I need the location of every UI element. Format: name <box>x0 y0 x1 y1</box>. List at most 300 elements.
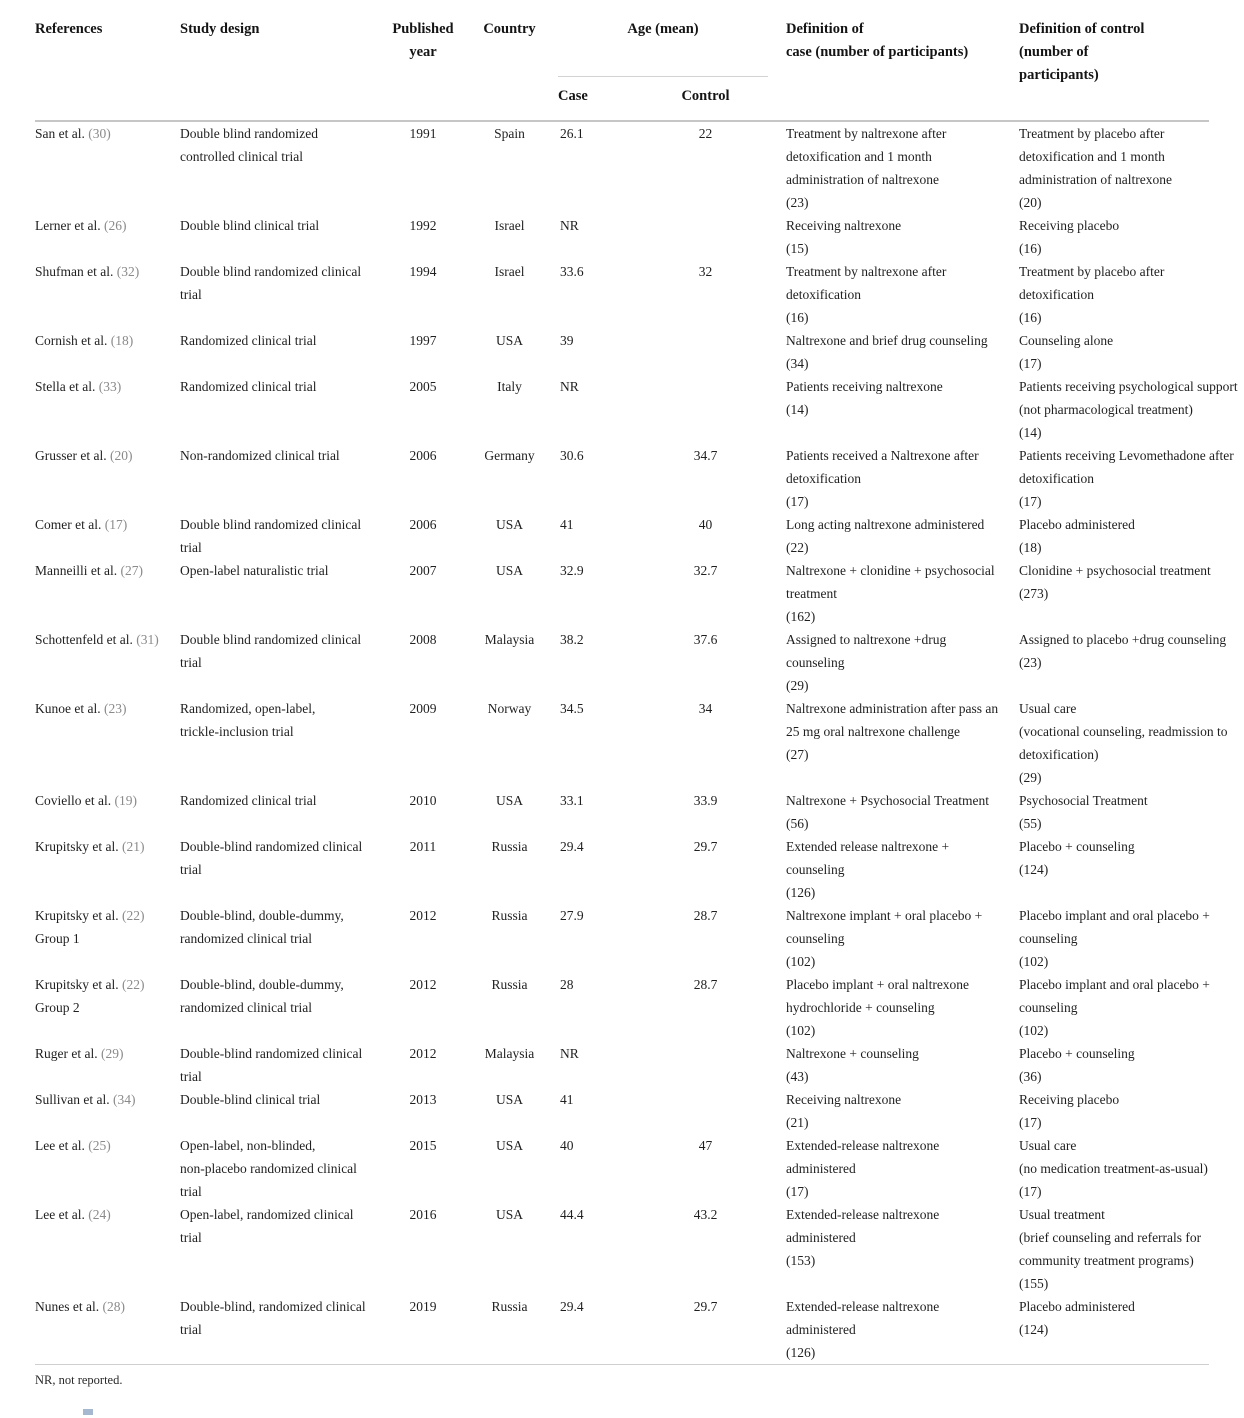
table-row <box>35 444 1209 513</box>
study-design-cell <box>180 444 385 513</box>
definition-of-control-cell <box>1001 214 1209 260</box>
reference-name: Stella et al. <box>35 379 99 394</box>
reference-cell <box>35 329 180 375</box>
age-case-cell: 30.6 <box>560 448 584 463</box>
text-line: (162) <box>786 609 816 624</box>
text-line: (43) <box>786 1069 809 1084</box>
country-cell: Spain <box>494 126 525 141</box>
age-control-cell: 28.7 <box>693 977 718 992</box>
text-line: Double-blind randomized clinical <box>180 839 363 854</box>
country-cell: Italy <box>497 379 522 394</box>
table-row <box>35 1042 1209 1088</box>
definition-of-control-cell <box>1001 835 1209 904</box>
reference-name: Shufman et al. <box>35 264 117 279</box>
column-header-age-case: Case <box>558 83 643 121</box>
definition-of-case-cell <box>768 559 1001 628</box>
text-line: (36) <box>1019 1069 1042 1084</box>
text-line: Receiving placebo <box>1019 218 1120 233</box>
study-design-cell <box>180 697 385 789</box>
text-line: controlled clinical trial <box>180 149 303 164</box>
study-design-cell <box>180 628 385 697</box>
reference-number: (31) <box>136 632 159 647</box>
age-control-cell: 34.7 <box>693 448 718 463</box>
definition-of-control-cell <box>1001 375 1238 444</box>
text-line: randomized clinical trial <box>180 931 312 946</box>
text-line: (brief counseling and referrals for <box>1019 1230 1202 1245</box>
definition-of-case-cell <box>768 444 1001 513</box>
column-header-published-year <box>385 10 461 121</box>
table-row <box>35 1088 1209 1134</box>
definition-of-control-cell <box>1001 1088 1209 1134</box>
reference-number: (27) <box>120 563 143 578</box>
country-cell: Israel <box>494 264 525 279</box>
age-case-cell: NR <box>560 379 579 394</box>
reference-name: Comer et al. <box>35 517 105 532</box>
text-line: (102) <box>1019 1023 1049 1038</box>
study-design-cell <box>180 1295 385 1365</box>
text-line: Randomized, open-label, <box>180 701 316 716</box>
text-line: (102) <box>1019 954 1049 969</box>
text-line: Treatment by naltrexone after <box>786 264 947 279</box>
definition-of-case-cell <box>768 214 1001 260</box>
definition-of-case-cell <box>768 835 1001 904</box>
reference-cell <box>35 1203 180 1295</box>
published-year-cell: 2012 <box>409 908 437 923</box>
text-line: (102) <box>786 954 816 969</box>
paper-table-page <box>0 10 1244 1418</box>
table-row <box>35 1203 1209 1295</box>
reference-cell <box>35 1134 180 1203</box>
country-cell: USA <box>495 517 523 532</box>
age-control-cell: 43.2 <box>693 1207 718 1222</box>
study-design-cell <box>180 121 385 214</box>
age-case-cell: 29.4 <box>560 1299 584 1314</box>
column-header-definition-of-control <box>1001 10 1209 121</box>
text-line: treatment <box>786 586 837 601</box>
text-line: trial <box>180 862 202 877</box>
text-line: (vocational counseling, readmission to <box>1019 724 1228 739</box>
text-line: trial <box>180 1230 202 1245</box>
text-line: (23) <box>786 195 809 210</box>
reference-name: Lee et al. <box>35 1138 89 1153</box>
age-case-cell: 29.4 <box>560 839 584 854</box>
reference-cell <box>35 1295 180 1365</box>
text-line: administered <box>786 1230 856 1245</box>
age-case-cell: 32.9 <box>560 563 584 578</box>
reference-number: (18) <box>110 333 134 348</box>
text-line: trial <box>180 540 202 555</box>
text-line: counseling <box>786 655 845 670</box>
text-line: Naltrexone + counseling <box>786 1046 919 1061</box>
reference-name: Krupitsky et al. <box>35 977 122 992</box>
text-line: Assigned to placebo +drug counseling <box>1019 632 1227 647</box>
study-design-cell <box>180 513 385 559</box>
reference-cell <box>35 628 180 697</box>
text-line: 25 mg oral naltrexone challenge <box>786 724 960 739</box>
text-line: Naltrexone and brief drug counseling <box>786 333 988 348</box>
published-year-cell: 2011 <box>409 839 437 854</box>
reference-number: (33) <box>98 379 122 394</box>
definition-of-case-cell <box>768 1088 1001 1134</box>
reference-number: (22) <box>122 977 145 992</box>
definition-of-case-cell <box>768 513 1001 559</box>
study-design-cell <box>180 1203 385 1295</box>
column-header-study-design: Study design <box>180 10 385 121</box>
reference-number: (25) <box>88 1138 111 1153</box>
definition-of-case-cell <box>768 1203 1001 1295</box>
reference-group-label: Group 1 <box>35 931 80 946</box>
definition-of-case-cell <box>768 628 1001 697</box>
text-line: (17) <box>786 494 809 509</box>
cropped-element-fragment <box>83 1409 93 1415</box>
country-cell: USA <box>495 793 523 808</box>
reference-name: Ruger et al. <box>35 1046 101 1061</box>
table-row <box>35 789 1209 835</box>
text-line: Double-blind, double-dummy, <box>180 908 344 923</box>
country-cell: Norway <box>487 701 532 716</box>
reference-cell <box>35 973 180 1042</box>
age-control-cell: 28.7 <box>693 908 718 923</box>
age-case-cell: 39 <box>560 333 574 348</box>
text-line: detoxification) <box>1019 747 1099 762</box>
text-line: administration of naltrexone <box>1019 172 1172 187</box>
text-line: (17) <box>1019 1184 1042 1199</box>
text-line: counseling <box>786 931 845 946</box>
reference-cell <box>35 697 180 789</box>
text-line: counseling <box>1019 931 1078 946</box>
definition-of-control-cell <box>1001 1295 1209 1365</box>
text-line: Double-blind clinical trial <box>180 1092 321 1107</box>
published-year-cell: 2016 <box>409 1207 437 1222</box>
reference-cell <box>35 444 180 513</box>
text-line: (27) <box>786 747 809 762</box>
study-design-cell <box>180 375 385 444</box>
reference-name: Cornish et al. <box>35 333 111 348</box>
reference-name: Schottenfeld et al. <box>35 632 137 647</box>
published-year-cell: 1994 <box>409 264 437 279</box>
reference-name: Sullivan et al. <box>35 1092 113 1107</box>
text-line: administered <box>786 1322 856 1337</box>
table-row <box>35 260 1209 329</box>
text-line: Randomized clinical trial <box>180 793 317 808</box>
reference-cell <box>35 904 180 973</box>
reference-name: Lerner et al. <box>35 218 104 233</box>
header-line: participants) <box>1019 67 1099 83</box>
country-cell: Russia <box>491 908 528 923</box>
reference-name: Krupitsky et al. <box>35 908 122 923</box>
age-case-cell: 27.9 <box>560 908 584 923</box>
text-line: Placebo implant and oral placebo + <box>1019 977 1210 992</box>
published-year-cell: 2019 <box>409 1299 437 1314</box>
definition-of-control-cell <box>1001 260 1209 329</box>
definition-of-control-cell <box>1001 329 1209 375</box>
text-line: (17) <box>786 1184 809 1199</box>
text-line: Patients receiving naltrexone <box>786 379 943 394</box>
reference-cell <box>35 121 180 214</box>
definition-of-case-cell <box>768 121 1001 214</box>
text-line: Double blind randomized clinical <box>180 632 362 647</box>
table-row <box>35 559 1209 628</box>
text-line: Placebo + counseling <box>1019 1046 1135 1061</box>
age-case-cell: 26.1 <box>560 126 584 141</box>
text-line: Placebo implant and oral placebo + <box>1019 908 1210 923</box>
definition-of-control-cell <box>1001 1042 1209 1088</box>
text-line: detoxification <box>1019 287 1094 302</box>
published-year-cell: 2012 <box>409 977 437 992</box>
age-case-cell: 41 <box>560 517 574 532</box>
text-line: counseling <box>786 862 845 877</box>
table-row <box>35 697 1209 789</box>
definition-of-control-cell <box>1001 1134 1209 1203</box>
reference-cell <box>35 835 180 904</box>
text-line: Randomized clinical trial <box>180 379 317 394</box>
text-line: Counseling alone <box>1019 333 1114 348</box>
text-line: counseling <box>1019 1000 1078 1015</box>
age-control-cell: 40 <box>698 517 713 532</box>
age-control-cell: 29.7 <box>693 839 718 854</box>
text-line: (no medication treatment-as-usual) <box>1019 1161 1208 1176</box>
published-year-cell: 1992 <box>409 218 437 233</box>
definition-of-control-cell <box>1001 559 1209 628</box>
text-line: (17) <box>1019 494 1042 509</box>
published-year-cell: 2013 <box>409 1092 437 1107</box>
column-header-age-control: Control <box>643 83 768 121</box>
text-line: trial <box>180 1069 202 1084</box>
age-case-cell: 33.6 <box>560 264 584 279</box>
text-line: (273) <box>1019 586 1049 601</box>
text-line: Placebo administered <box>1019 517 1135 532</box>
text-line: administered <box>786 1161 856 1176</box>
text-line: (55) <box>1019 816 1042 831</box>
age-control-cell: 29.7 <box>693 1299 718 1314</box>
header-line: Definition of <box>786 21 864 37</box>
reference-number: (21) <box>122 839 145 854</box>
table-footnote: NR, not reported. <box>35 1373 123 1387</box>
text-line: Double blind randomized clinical <box>180 517 362 532</box>
text-line: Naltrexone + Psychosocial Treatment <box>786 793 989 808</box>
text-line: (14) <box>1019 425 1042 440</box>
age-control-cell <box>643 1042 768 1088</box>
country-cell: Russia <box>491 977 528 992</box>
table-row <box>35 973 1209 1042</box>
text-line: Psychosocial Treatment <box>1019 793 1148 808</box>
text-line: Double-blind randomized clinical <box>180 1046 363 1061</box>
column-header-country: Country <box>461 10 558 121</box>
text-line: (not pharmacological treatment) <box>1019 402 1193 417</box>
text-line: Open-label, non-blinded, <box>180 1138 316 1153</box>
text-line: Extended release naltrexone + <box>786 839 950 854</box>
definition-of-control-cell <box>1001 121 1209 214</box>
table-header <box>35 10 1209 121</box>
text-line: Treatment by naltrexone after <box>786 126 947 141</box>
text-line: Double blind randomized <box>180 126 318 141</box>
age-control-cell: 47 <box>698 1138 713 1153</box>
reference-name: Nunes et al. <box>35 1299 103 1314</box>
reference-name: Krupitsky et al. <box>35 839 122 854</box>
text-line: Extended-release naltrexone <box>786 1138 940 1153</box>
text-line: Treatment by placebo after <box>1019 264 1165 279</box>
definition-of-control-cell <box>1001 1203 1209 1295</box>
text-line: detoxification and 1 month <box>786 149 932 164</box>
definition-of-case-cell <box>768 1134 1001 1203</box>
text-line: community treatment programs) <box>1019 1253 1194 1268</box>
column-header-age-mean: Age (mean) <box>558 10 768 77</box>
study-design-cell <box>180 214 385 260</box>
study-design-cell <box>180 1134 385 1203</box>
age-control-cell: 37.6 <box>693 632 718 647</box>
definition-of-case-cell <box>768 375 1001 444</box>
text-line: Double-blind, randomized clinical <box>180 1299 366 1314</box>
published-year-cell: 2006 <box>409 517 437 532</box>
reference-name: Coviello et al. <box>35 793 115 808</box>
age-case-cell: NR <box>560 1046 579 1061</box>
study-design-cell <box>180 1088 385 1134</box>
text-line: Naltrexone + clonidine + psychosocial <box>786 563 995 578</box>
country-cell: USA <box>495 563 523 578</box>
published-year-cell: 2010 <box>409 793 437 808</box>
definition-of-case-cell <box>768 973 1001 1042</box>
reference-group-label: Group 2 <box>35 1000 80 1015</box>
text-line: Non-randomized clinical trial <box>180 448 340 463</box>
text-line: (23) <box>1019 655 1042 670</box>
published-year-cell: 2007 <box>409 563 437 578</box>
published-year-cell: 2015 <box>409 1138 437 1153</box>
age-control-cell: 32 <box>698 264 713 279</box>
reference-number: (22) <box>122 908 145 923</box>
reference-number: (26) <box>103 218 127 233</box>
text-line: Treatment by placebo after <box>1019 126 1165 141</box>
definition-of-control-cell <box>1001 444 1234 513</box>
text-line: (153) <box>786 1253 816 1268</box>
text-line: (17) <box>1019 1115 1042 1130</box>
table-row <box>35 1295 1209 1365</box>
text-line: Extended-release naltrexone <box>786 1299 940 1314</box>
country-cell: Malaysia <box>484 1046 535 1061</box>
text-line: Randomized clinical trial <box>180 333 317 348</box>
text-line: Assigned to naltrexone +drug <box>786 632 947 647</box>
table-row <box>35 513 1209 559</box>
age-control-cell: 32.7 <box>693 563 718 578</box>
text-line: trial <box>180 655 202 670</box>
reference-cell <box>35 559 180 628</box>
text-line: Double blind clinical trial <box>180 218 320 233</box>
text-line: Placebo implant + oral naltrexone <box>786 977 970 992</box>
text-line: (56) <box>786 816 809 831</box>
age-case-cell: 44.4 <box>560 1207 584 1222</box>
text-line: (17) <box>1019 356 1042 371</box>
text-line: detoxification <box>786 287 861 302</box>
reference-cell <box>35 375 180 444</box>
reference-name: San et al. <box>35 126 89 141</box>
text-line: (124) <box>1019 862 1049 877</box>
country-cell: Israel <box>494 218 525 233</box>
age-case-cell: 38.2 <box>560 632 584 647</box>
header-line: year <box>409 44 437 60</box>
published-year-cell: 1997 <box>409 333 437 348</box>
text-line: Usual care <box>1019 1138 1077 1153</box>
reference-number: (20) <box>109 448 133 463</box>
text-line: Receiving naltrexone <box>786 1092 902 1107</box>
country-cell: USA <box>495 333 523 348</box>
text-line: detoxification and 1 month <box>1019 149 1165 164</box>
table-row <box>35 329 1209 375</box>
table-row <box>35 121 1209 214</box>
reference-number: (17) <box>104 517 128 532</box>
reference-number: (28) <box>102 1299 125 1314</box>
age-control-cell <box>643 1088 768 1134</box>
text-line: (29) <box>1019 770 1042 785</box>
study-design-cell <box>180 904 385 973</box>
study-design-cell <box>180 559 385 628</box>
text-line: (126) <box>786 1345 816 1360</box>
text-line: trial <box>180 1184 202 1199</box>
reference-number: (23) <box>103 701 127 716</box>
text-line: Patients received a Naltrexone after <box>786 448 979 463</box>
age-case-cell: 34.5 <box>560 701 584 716</box>
text-line: Usual treatment <box>1019 1207 1105 1222</box>
text-line: Open-label naturalistic trial <box>180 563 329 578</box>
text-line: Open-label, randomized clinical <box>180 1207 354 1222</box>
age-case-cell: 40 <box>560 1138 574 1153</box>
definition-of-control-cell <box>1001 789 1209 835</box>
text-line: Patients receiving Levomethadone after <box>1019 448 1234 463</box>
country-cell: USA <box>495 1138 523 1153</box>
text-line: Patients receiving psychological support <box>1019 379 1238 394</box>
reference-name: Grusser et al. <box>35 448 110 463</box>
text-line: trial <box>180 287 202 302</box>
text-line: (22) <box>786 540 809 555</box>
country-cell: USA <box>495 1092 523 1107</box>
text-line: hydrochloride + counseling <box>786 1000 935 1015</box>
published-year-cell: 2006 <box>409 448 437 463</box>
reference-name: Manneilli et al. <box>35 563 121 578</box>
study-design-cell <box>180 973 385 1042</box>
reference-number: (30) <box>88 126 111 141</box>
study-design-cell <box>180 260 385 329</box>
definition-of-control-cell <box>1001 904 1209 973</box>
reference-cell <box>35 789 180 835</box>
text-line: detoxification <box>1019 471 1094 486</box>
text-line: Receiving placebo <box>1019 1092 1120 1107</box>
definition-of-case-cell <box>768 1295 1001 1365</box>
text-line: Placebo + counseling <box>1019 839 1135 854</box>
text-line: administration of naltrexone <box>786 172 939 187</box>
table-row <box>35 904 1209 973</box>
text-line: detoxification <box>786 471 861 486</box>
age-case-cell: 33.1 <box>560 793 584 808</box>
header-line: Published <box>392 21 454 37</box>
definition-of-case-cell <box>768 1042 1001 1088</box>
table-row <box>35 1134 1209 1203</box>
definition-of-case-cell <box>768 789 1001 835</box>
definition-of-case-cell <box>768 697 1001 789</box>
text-line: Double blind randomized clinical <box>180 264 362 279</box>
table-row <box>35 214 1209 260</box>
definition-of-control-cell <box>1001 697 1228 789</box>
study-design-cell <box>180 329 385 375</box>
text-line: (16) <box>786 310 809 325</box>
study-design-cell <box>180 1042 385 1088</box>
study-design-cell <box>180 835 385 904</box>
age-control-cell: 33.9 <box>693 793 718 808</box>
definition-of-control-cell <box>1001 628 1227 697</box>
column-header-references: References <box>35 10 180 121</box>
text-line: trickle-inclusion trial <box>180 724 294 739</box>
text-line: (16) <box>1019 310 1042 325</box>
age-control-cell <box>643 329 768 375</box>
age-control-cell <box>643 214 768 260</box>
country-cell: Russia <box>491 839 528 854</box>
